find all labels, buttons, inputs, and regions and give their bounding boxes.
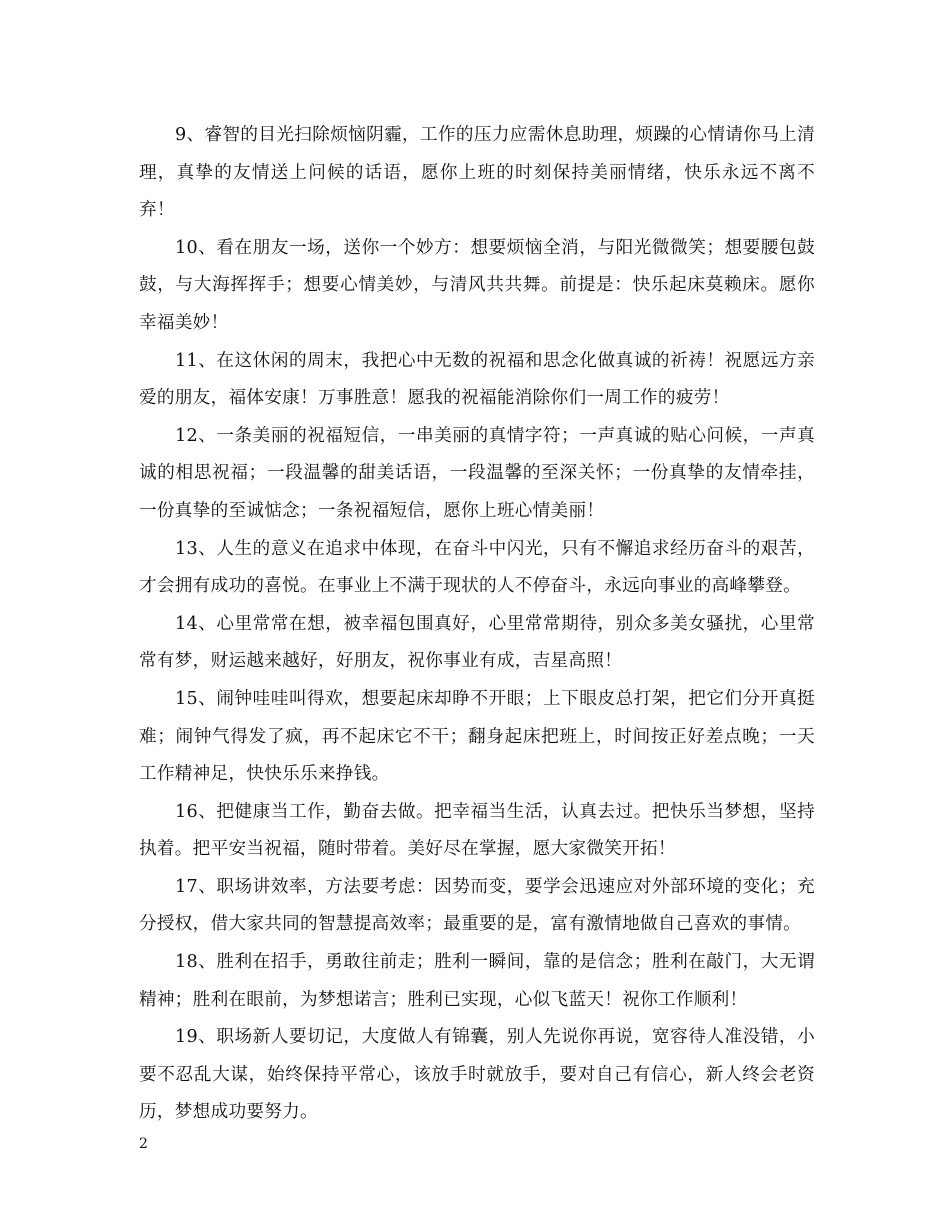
page-number: 2 [139, 1136, 148, 1152]
paragraph-18: 18、胜利在招手，勇敢往前走；胜利一瞬间，靠的是信念；胜利在敲门，大无谓精神；胜利在眼前，为梦想诺言；胜利已实现，心似飞蓝天！祝你工作顺利！ [139, 952, 815, 1010]
paragraph-11: 11、在这休闲的周末，我把心中无数的祝福和思念化做真诚的祈祷！祝愿远方亲爱的朋友，福体安康！万事胜意！愿我的祝福能消除你们一周工作的疲劳！ [139, 350, 815, 409]
paragraph-9: 9、睿智的目光扫除烦恼阴霾，工作的压力应需休息助理，烦躁的心情请你马上清理，真挚的友情送上问候的话语，愿你上班的时刻保持美丽情绪，快乐永远不离不弃！ [139, 125, 815, 221]
paragraph-14: 14、心里常常在想，被幸福包围真好，心里常常期待，别众多美女骚扰，心里常常有梦，财运越来越好，好朋友，祝你事业有成，吉星高照！ [139, 613, 815, 672]
paragraph-16: 16、把健康当工作，勤奋去做。把幸福当生活，认真去过。把快乐当梦想，坚持执着。把平安当祝福，随时带着。美好尽在掌握，愿大家微笑开拓！ [139, 801, 815, 860]
paragraph-12: 12、一条美丽的祝福短信，一串美丽的真情字符；一声真诚的贴心问候，一声真诚的相思祝福；一段温馨的甜美话语，一段温馨的至深关怀；一份真挚的友情牵挂，一份真挚的至诚惦念；一条祝福短信，愿你上班心情美丽！ [139, 425, 815, 521]
document-body [139, 117, 815, 1132]
paragraph-19: 19、职场新人要切记，大度做人有锦囊，别人先说你再说，宽容待人准没错，小要不忍乱大谋，始终保持平常心，该放手时就放手，要对自己有信心，新人终会老资历，梦想成功要努力。 [139, 1027, 815, 1123]
paragraph-13: 13、人生的意义在追求中体现，在奋斗中闪光，只有不懈追求经历奋斗的艰苦，才会拥有成功的喜悦。在事业上不满于现状的人不停奋斗，永远向事业的高峰攀登。 [139, 538, 815, 597]
paragraph-10: 10、看在朋友一场，送你一个妙方：想要烦恼全消，与阳光微微笑；想要腰包鼓鼓，与大海挥挥手；想要心情美妙，与清风共共舞。前提是：快乐起床莫赖床。愿你幸福美妙！ [139, 237, 815, 333]
paragraph-15: 15、闹钟哇哇叫得欢，想要起床却睁不开眼；上下眼皮总打架，把它们分开真挺难；闹钟气得发了疯，再不起床它不干；翻身起床把班上，时间按正好差点晚；一天工作精神足，快快乐乐来挣钱。 [139, 688, 815, 785]
paragraph-17: 17、职场讲效率，方法要考虑：因势而变，要学会迅速应对外部环境的变化；充分授权，借大家共同的智慧提高效率；最重要的是，富有激情地做自己喜欢的事情。 [139, 876, 815, 935]
